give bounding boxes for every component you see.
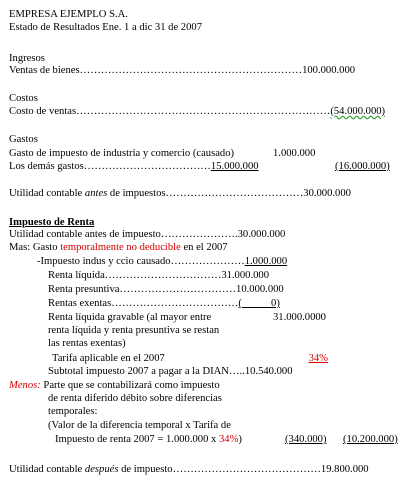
gastos-total-value: (16.000.000) xyxy=(335,161,390,172)
utilidad-base-value: 30.000.000 xyxy=(237,229,286,240)
renta-presuntiva-row xyxy=(48,284,284,296)
mas-suffix: en el 2007 xyxy=(180,242,228,253)
costo-ventas-label: Costo de ventas xyxy=(9,106,77,117)
costo-ventas-row xyxy=(9,106,385,118)
renta-presuntiva-dots: …………………………… xyxy=(119,284,237,295)
menos-line5-close: ) xyxy=(238,434,242,445)
ventas-value: 100.000.000 xyxy=(302,65,356,76)
gravable-line3: las rentas exentas) xyxy=(48,338,126,349)
tarifa-label: Tarifa aplicable en el 2007 xyxy=(52,353,165,364)
utilidad-despues-dots: …………………………………… xyxy=(172,464,321,475)
utilidad-base-label: Utilidad contable antes de impuesto xyxy=(9,229,161,240)
renta-liquida-dots: …………………………… xyxy=(104,270,222,281)
utilidad-antes-prefix: Utilidad contable xyxy=(9,188,85,199)
utilidad-base-row xyxy=(9,229,285,241)
ingresos-heading: Ingresos xyxy=(9,53,45,64)
demas-gastos-label: Los demás gastos xyxy=(9,161,84,172)
utilidad-despues-row xyxy=(9,464,369,476)
renta-presuntiva-label: Renta presuntiva xyxy=(48,284,120,295)
subtotal-label: Subtotal impuesto 2007 a pagar a la DIAN xyxy=(48,366,229,377)
demas-gastos-dots: ……………………………… xyxy=(83,161,211,172)
utilidad-antes-italic: antes xyxy=(84,188,108,199)
demas-gastos-value: 15.000.000 xyxy=(210,161,259,172)
menos-line5-text: Impuesto de renta 2007 = 1.000.000 x xyxy=(55,434,219,445)
industria-label: -Impuesto indus y ccio causado xyxy=(37,256,171,267)
menos-line2: de renta diferido débito sobre diferencias xyxy=(48,393,222,404)
demas-gastos-row xyxy=(9,161,259,173)
rentas-exentas-row xyxy=(48,298,280,310)
menos-value2: (10.200.000) xyxy=(343,434,398,445)
menos-value1: (340.000) xyxy=(285,434,327,445)
subtotal-dots: ….. xyxy=(228,366,245,377)
rentas-exentas-label: Rentas exentas xyxy=(48,298,112,309)
menos-line3: temporales: xyxy=(48,406,98,417)
tarifa-value: 34% xyxy=(308,353,328,364)
renta-liquida-label: Renta líquida xyxy=(48,270,105,281)
ventas-label: Ventas de bienes xyxy=(9,65,80,76)
menos-line5 xyxy=(55,434,242,446)
ventas-dots: ……………………………………………………… xyxy=(79,65,303,76)
costos-heading: Costos xyxy=(9,93,38,104)
utilidad-despues-prefix: Utilidad contable xyxy=(9,464,85,475)
rentas-exentas-value: ( 0) xyxy=(238,298,280,309)
subtotal-row xyxy=(48,366,293,378)
utilidad-despues-italic: después xyxy=(84,464,119,475)
renta-presuntiva-value: 10.000.000 xyxy=(236,284,284,295)
menos-row xyxy=(9,380,220,392)
utilidad-despues-value: 19.800.000 xyxy=(320,464,369,475)
mas-row xyxy=(9,242,228,254)
utilidad-despues-suffix: de impuesto xyxy=(118,464,173,475)
ica-label: Gasto de impuesto de industria y comercio (causado) xyxy=(9,148,235,159)
subtotal-value: 10.540.000 xyxy=(244,366,293,377)
utilidad-antes-dots: ………………………………… xyxy=(165,188,304,199)
gastos-heading: Gastos xyxy=(9,134,38,145)
utilidad-base-dots: …………………. xyxy=(160,229,238,240)
ica-value: 1.000.000 xyxy=(273,148,316,159)
costo-ventas-dots: ……………………………………………………………… xyxy=(76,106,331,117)
menos-line5-red: 34% xyxy=(218,434,239,445)
gravable-value: 31.000.0000 xyxy=(273,312,326,323)
utilidad-antes-suffix: de impuestos xyxy=(107,188,166,199)
utilidad-antes-value: 30.000.000 xyxy=(303,188,351,199)
renta-liquida-row xyxy=(48,270,269,282)
rentas-exentas-dots: ……………………………… xyxy=(111,298,239,309)
company-name: EMPRESA EJEMPLO S.A. xyxy=(9,9,128,20)
gravable-line2: renta líquida y renta presuntiva se restan xyxy=(48,325,220,336)
menos-line1: Parte que se contabilizará como impuesto xyxy=(40,380,220,391)
industria-dots: ………………… xyxy=(170,256,245,267)
statement-title: Estado de Resultados Ene. 1 a dic 31 de 2007 xyxy=(9,22,202,33)
costo-ventas-value: (54.000.000) xyxy=(330,106,386,117)
industria-row xyxy=(37,256,287,268)
mas-red-text: temporalmente no deducible xyxy=(60,242,181,253)
industria-value: 1.000.000 xyxy=(244,256,288,267)
ica-row xyxy=(9,148,234,160)
menos-prefix: Menos: xyxy=(9,380,41,391)
renta-liquida-value: 31.000.000 xyxy=(221,270,269,281)
utilidad-antes-row xyxy=(9,188,351,200)
mas-prefix: Mas: Gasto xyxy=(9,242,61,253)
gravable-line1: Renta líquida gravable (al mayor entre xyxy=(48,312,212,323)
ventas-row xyxy=(9,65,355,77)
menos-line4: (Valor de la diferencia temporal x Tarifa de xyxy=(48,420,231,431)
impuesto-renta-heading: Impuesto de Renta xyxy=(9,217,95,228)
